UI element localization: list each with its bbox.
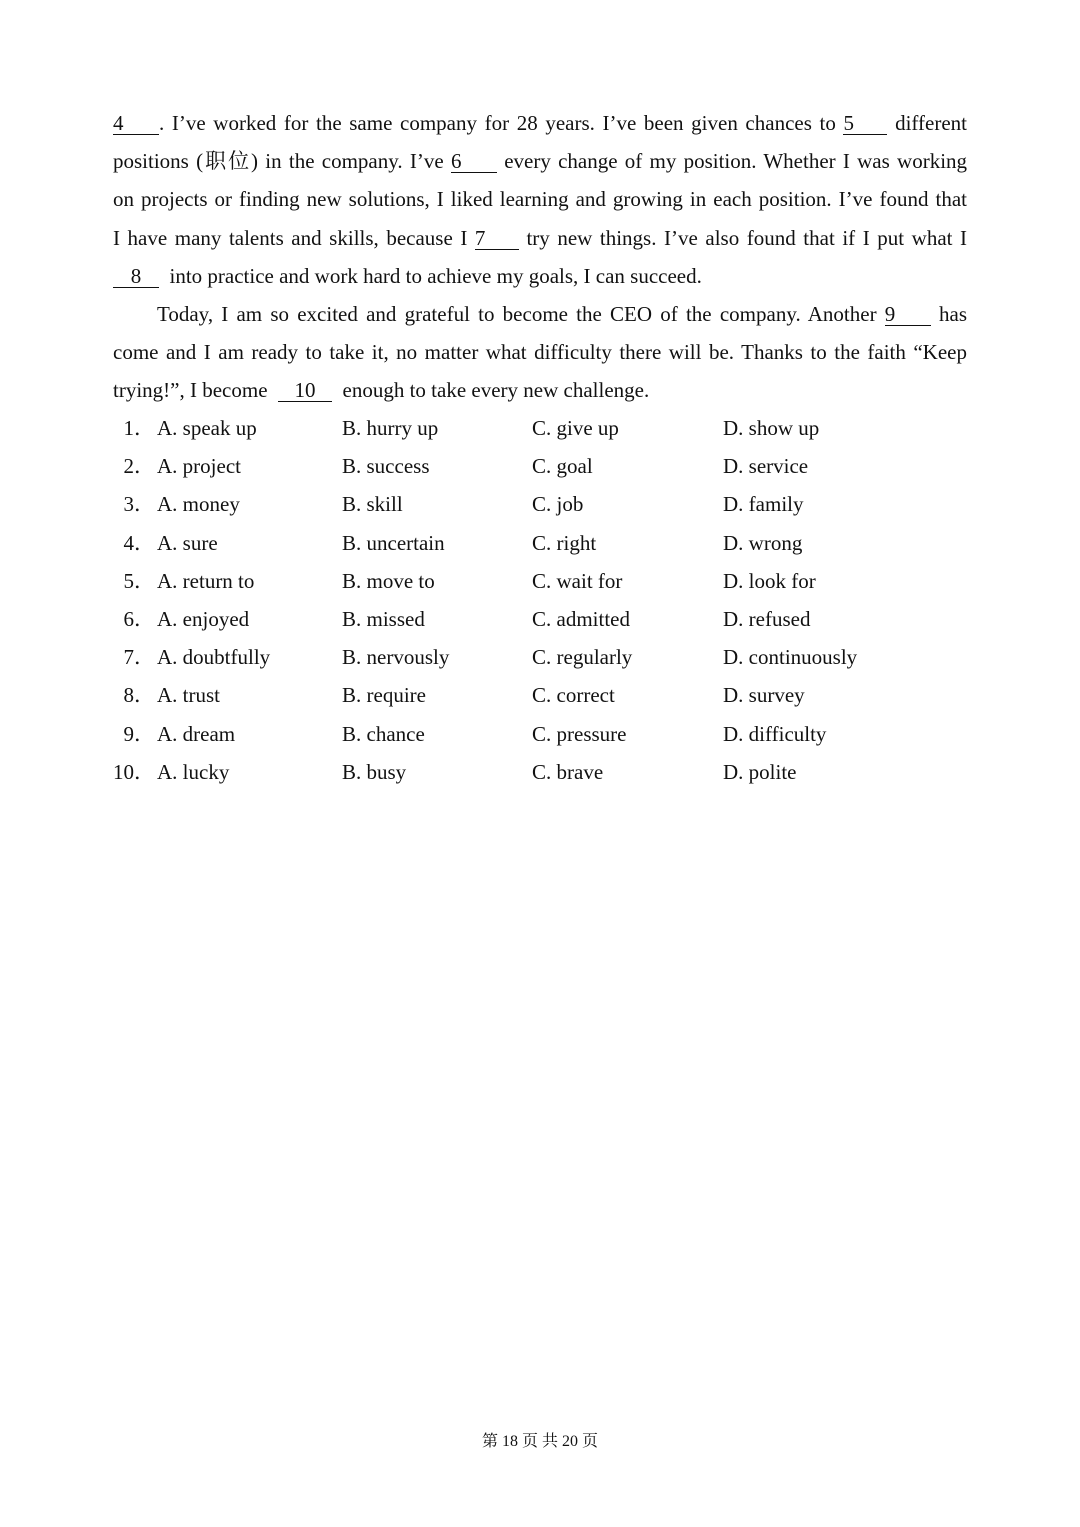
passage-line bbox=[113, 104, 967, 142]
answer-options bbox=[113, 409, 973, 791]
option-a: A. enjoyed bbox=[157, 606, 250, 631]
passage-text: try new things. I’ve also found that if I put what I bbox=[526, 225, 968, 250]
option-a: A. money bbox=[157, 492, 240, 517]
option-c: C. give up bbox=[532, 416, 619, 440]
page-footer bbox=[0, 1428, 1080, 1451]
option-c: C. wait for bbox=[532, 568, 623, 593]
passage-text: has bbox=[939, 301, 968, 326]
passage-text: . I’ve worked for the same company for 28 years. I’ve been given chances to bbox=[159, 111, 836, 135]
blank-4: 4 bbox=[113, 112, 159, 135]
question-row bbox=[113, 409, 973, 447]
passage-text: every change of my position. Whether I was working bbox=[504, 149, 968, 174]
question-row bbox=[113, 676, 973, 714]
passage-text: positions (职位) in the company. I’ve bbox=[113, 149, 444, 174]
option-a: A. lucky bbox=[157, 759, 230, 784]
passage-text: enough to take every new challenge. bbox=[342, 378, 650, 403]
option-d: D. polite bbox=[723, 759, 797, 784]
option-b: B. require bbox=[342, 683, 426, 708]
option-c: C. right bbox=[532, 530, 597, 555]
passage-line bbox=[113, 295, 967, 333]
option-a: A. return to bbox=[157, 568, 255, 593]
option-a: A. doubtfully bbox=[157, 645, 271, 670]
option-b: B. busy bbox=[342, 759, 407, 784]
passage-text: come and I am ready to take it, no matter what difficulty there will be. Thanks to the faith “Keep bbox=[113, 340, 967, 365]
option-d: D. refused bbox=[723, 606, 811, 631]
question-number: 5． bbox=[123, 568, 155, 593]
option-b: B. move to bbox=[342, 568, 435, 593]
question-number: 3． bbox=[123, 492, 155, 517]
option-d: D. survey bbox=[723, 683, 805, 708]
question-row bbox=[113, 447, 973, 485]
blank-9: 9 bbox=[885, 303, 931, 326]
option-a: A. dream bbox=[157, 721, 236, 746]
blank-8: 8 bbox=[113, 265, 159, 288]
option-c: C. admitted bbox=[532, 606, 630, 631]
question-row bbox=[113, 562, 973, 600]
question-row bbox=[113, 600, 973, 638]
option-c: C. job bbox=[532, 492, 584, 517]
passage-text: different bbox=[895, 111, 968, 135]
question-row bbox=[113, 753, 973, 791]
question-number: 2． bbox=[123, 454, 155, 479]
option-c: C. pressure bbox=[532, 721, 627, 746]
option-b: B. missed bbox=[342, 606, 425, 631]
blank-6: 6 bbox=[451, 150, 497, 173]
passage-line bbox=[113, 219, 967, 257]
passage-text: Today, I am so excited and grateful to become the CEO of the company. Another bbox=[157, 301, 877, 326]
blank-5: 5 bbox=[843, 112, 887, 135]
question-number: 7． bbox=[123, 645, 155, 670]
blank-10: 10 bbox=[278, 379, 332, 402]
option-b: B. nervously bbox=[342, 645, 450, 670]
option-c: C. brave bbox=[532, 759, 604, 784]
cloze-passage bbox=[113, 104, 967, 410]
option-d: D. difficulty bbox=[723, 721, 827, 746]
question-number: 1． bbox=[123, 416, 155, 440]
option-a: A. speak up bbox=[157, 416, 257, 440]
option-c: C. goal bbox=[532, 454, 593, 479]
option-b: B. chance bbox=[342, 721, 425, 746]
question-row bbox=[113, 485, 973, 523]
option-b: B. hurry up bbox=[342, 416, 439, 440]
blank-7: 7 bbox=[475, 227, 519, 250]
passage-line bbox=[113, 257, 967, 295]
option-d: D. service bbox=[723, 454, 809, 479]
option-b: B. skill bbox=[342, 492, 403, 517]
option-d: D. continuously bbox=[723, 645, 858, 670]
passage-text: trying!”, I become bbox=[113, 378, 268, 403]
question-number: 10． bbox=[113, 759, 155, 784]
option-d: D. show up bbox=[723, 416, 820, 440]
passage-text: on projects or finding new solutions, I liked learning and growing in each position. I’ve found that bbox=[113, 187, 967, 212]
question-number: 8． bbox=[123, 683, 155, 708]
passage-text: into practice and work hard to achieve my goals, I can succeed. bbox=[169, 263, 702, 288]
option-a: A. sure bbox=[157, 530, 218, 555]
question-row bbox=[113, 638, 973, 676]
passage-line bbox=[113, 333, 967, 371]
question-number: 6． bbox=[123, 606, 155, 631]
page-number-label: 第 18 页 共 20 页 bbox=[481, 1433, 598, 1450]
question-number: 4． bbox=[123, 530, 155, 555]
option-a: A. project bbox=[157, 454, 241, 479]
passage-line bbox=[113, 371, 967, 409]
option-d: D. wrong bbox=[723, 530, 803, 555]
option-c: C. correct bbox=[532, 683, 615, 708]
option-b: B. uncertain bbox=[342, 530, 445, 555]
option-c: C. regularly bbox=[532, 645, 633, 670]
question-row bbox=[113, 524, 973, 562]
passage-text: I have many talents and skills, because I bbox=[113, 225, 468, 250]
option-d: D. look for bbox=[723, 568, 816, 593]
passage-line bbox=[113, 180, 967, 218]
passage-line bbox=[113, 142, 967, 180]
option-a: A. trust bbox=[157, 683, 220, 708]
question-row bbox=[113, 715, 973, 753]
option-b: B. success bbox=[342, 454, 430, 479]
question-number: 9． bbox=[123, 721, 155, 746]
option-d: D. family bbox=[723, 492, 804, 517]
